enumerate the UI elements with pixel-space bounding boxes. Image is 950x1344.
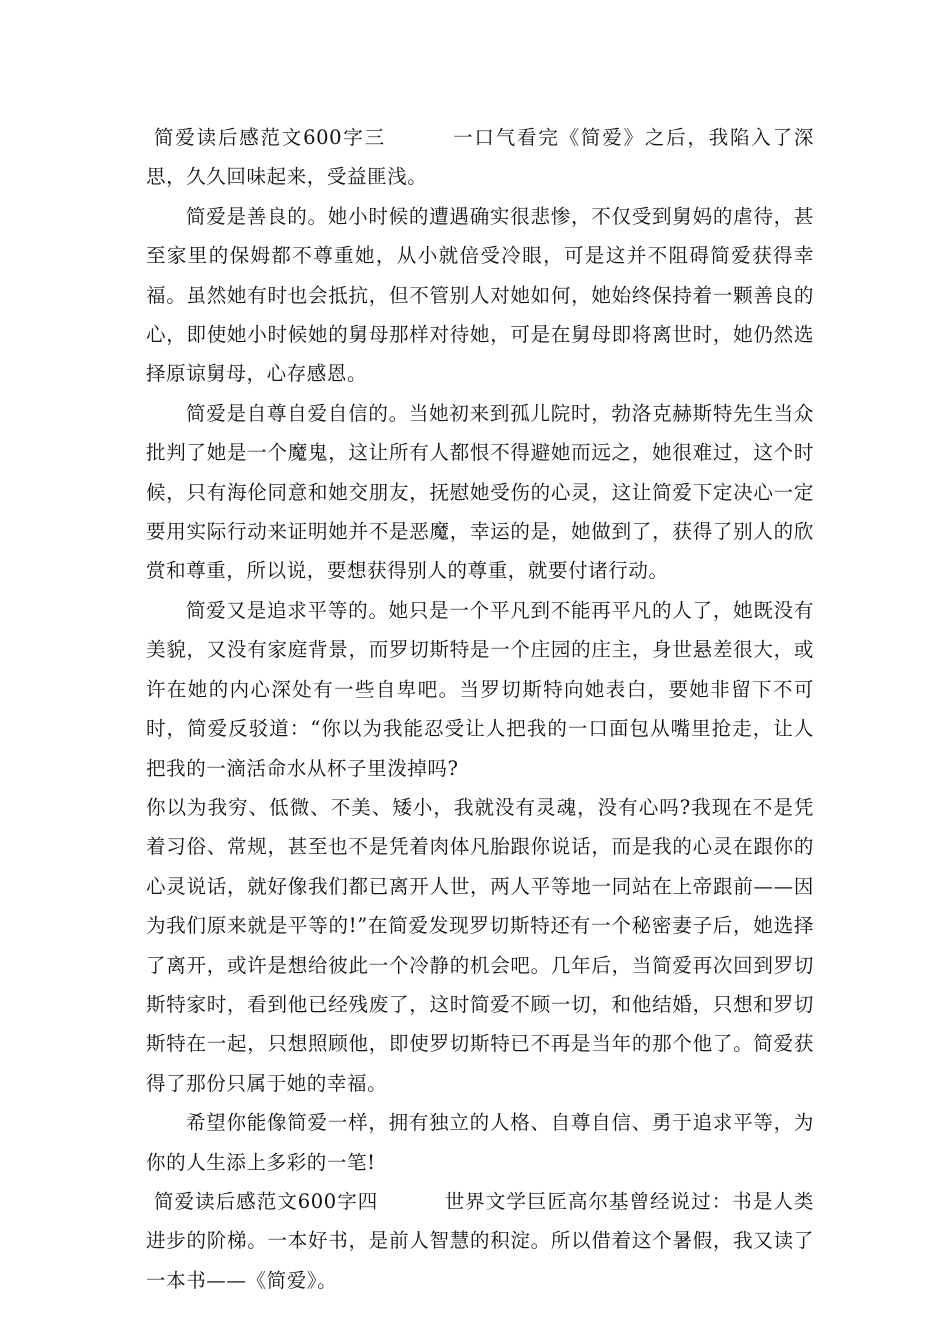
paragraph-self-respect: 简爱是自尊自爱自信的。当她初来到孤儿院时，勃洛克赫斯特先生当众批判了她是一个魔鬼，这让所有人都恨不得避她而远之，她很难过，这个时候，只有海伦同意和她交朋友，抚慰她受伤的心灵，这让简爱下定决心一定要用实际行动来证明她并不是恶魔，幸运的是，她做到了，获得了别人的欣赏和尊重，所以说，要想获得别人的尊重，就要付诸行动。 (146, 401, 814, 583)
section-3-heading-paragraph (146, 118, 814, 197)
section-4-intro: 世界文学巨匠高尔基曾经说过：书是人类进步的阶梯。一本好书，是前人智慧的积淀。所以借着这个暑假，我又读了一本书——《简爱》。 (146, 1189, 814, 1292)
document-body (146, 118, 814, 1300)
section-4-title: 简爱读后感范文600字四 (154, 1189, 379, 1213)
paragraph-quote-continued: 你以为我穷、低微、不美、矮小，我就没有灵魂，没有心吗?我现在不是凭着习俗、常规，甚至也不是凭着肉体凡胎跟你说话，而是我的心灵在跟你的心灵说话，就好像我们都已离开人世，两人平等地一同站在上帝跟前——因为我们原来就是平等的!”在简爱发现罗切斯特还有一个秘密妻子后，她选择了离开，或许是想给彼此一个冷静的机会吧。几年后，当简爱再次回到罗切斯特家时，看到他已经残废了，这时简爱不顾一切，和他结婚，只想和罗切斯特在一起，只想照顾他，即使罗切斯特已不再是当年的那个他了。简爱获得了那份只属于她的幸福。 (146, 795, 814, 1095)
section-4-heading-paragraph (146, 1182, 814, 1300)
section-3-title: 简爱读后感范文600字三 (154, 126, 386, 149)
paragraph-equality: 简爱又是追求平等的。她只是一个平凡到不能再平凡的人了，她既没有美貌，又没有家庭背景，而罗切斯特是一个庄园的庄主，身世悬差很大，或许在她的内心深处有一些自卑吧。当罗切斯特向她表白，要她非留下不可时，简爱反驳道：“你以为我能忍受让人把我的一口面包从嘴里抢走，让人把我的一滴活命水从杯子里泼掉吗? (146, 598, 814, 780)
paragraph-kindness: 简爱是善良的。她小时候的遭遇确实很悲惨，不仅受到舅妈的虐待，甚至家里的保姆都不尊重她，从小就倍受冷眼，可是这并不阻碍简爱获得幸福。虽然她有时也会抵抗，但不管别人对她如何，她始终保持着一颗善良的心，即使她小时候她的舅母那样对待她，可是在舅母即将离世时，她仍然选择原谅舅母，心存感恩。 (146, 204, 814, 386)
section-3-intro: 一口气看完《简爱》之后，我陷入了深思，久久回味起来，受益匪浅。 (146, 126, 815, 189)
paragraph-hope: 希望你能像简爱一样，拥有独立的人格、自尊自信、勇于追求平等，为你的人生添上多彩的一笔! (146, 1111, 814, 1174)
